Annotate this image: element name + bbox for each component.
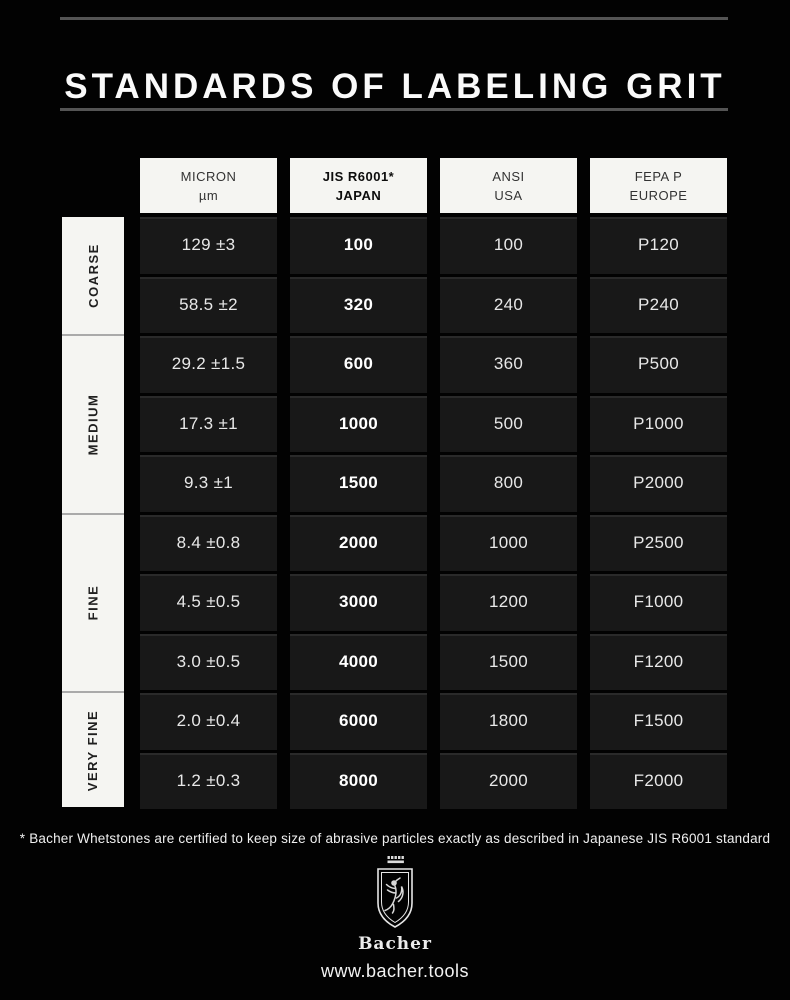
crown-icon <box>383 856 407 867</box>
title-bottom-rule <box>60 108 728 111</box>
row-group-label-medium <box>62 336 124 515</box>
grit-value-jis: 320 <box>290 277 427 334</box>
grit-value-micron: 1.2 ±0.3 <box>140 753 277 810</box>
grit-value-jis: 3000 <box>290 574 427 631</box>
grit-columns <box>140 158 727 809</box>
grit-value-micron: 2.0 ±0.4 <box>140 693 277 750</box>
column-fepa <box>590 158 727 809</box>
row-group-label-text: MEDIUM <box>85 393 101 456</box>
row-group-label-text: FINE <box>85 584 101 621</box>
column-header-line: FEPA P <box>634 168 683 184</box>
grit-value-ansi: 360 <box>440 336 577 393</box>
grit-value-ansi: 1800 <box>440 693 577 750</box>
grit-value-micron: 9.3 ±1 <box>140 455 277 512</box>
grit-value-jis: 600 <box>290 336 427 393</box>
column-micron <box>140 158 277 809</box>
grit-value-fepa: P1000 <box>590 396 727 453</box>
certification-footnote: * Bacher Whetstones are certified to keep size of abrasive particles exactly as described in Japanese JIS R6001 standard <box>19 831 771 846</box>
grit-value-fepa: F1500 <box>590 693 727 750</box>
grit-value-fepa: P120 <box>590 217 727 274</box>
grit-value-fepa: F2000 <box>590 753 727 810</box>
grit-value-fepa: P500 <box>590 336 727 393</box>
grit-value-fepa: P2500 <box>590 515 727 572</box>
column-header-jis <box>290 158 427 213</box>
grit-value-micron: 4.5 ±0.5 <box>140 574 277 631</box>
grit-value-ansi: 1200 <box>440 574 577 631</box>
grit-value-jis: 1500 <box>290 455 427 512</box>
page-title: STANDARDS OF LABELING GRIT <box>64 67 726 107</box>
row-group-label-very-fine <box>62 693 124 807</box>
column-header-line: MICRON <box>180 168 237 184</box>
grit-value-ansi: 240 <box>440 277 577 334</box>
grit-value-micron: 29.2 ±1.5 <box>140 336 277 393</box>
column-header-fepa <box>590 158 727 213</box>
column-header-line: ANSI <box>492 168 525 184</box>
bacher-shield-lion-logo <box>371 867 419 931</box>
column-header-line: JIS R6001* <box>322 168 395 184</box>
brand-website: www.bacher.tools <box>320 961 470 981</box>
grit-value-ansi: 1500 <box>440 634 577 691</box>
grit-value-ansi: 1000 <box>440 515 577 572</box>
grit-value-fepa: P240 <box>590 277 727 334</box>
grit-value-jis: 4000 <box>290 634 427 691</box>
grit-value-ansi: 800 <box>440 455 577 512</box>
grit-value-fepa: F1200 <box>590 634 727 691</box>
column-header-line: µm <box>198 187 219 203</box>
brand-name: Bacher <box>358 934 432 954</box>
brand-block <box>0 856 790 982</box>
grit-value-jis: 1000 <box>290 396 427 453</box>
column-header-line: JAPAN <box>335 187 382 203</box>
grit-value-micron: 3.0 ±0.5 <box>140 634 277 691</box>
grit-value-micron: 129 ±3 <box>140 217 277 274</box>
column-header-line: EUROPE <box>629 187 688 203</box>
row-group-label-fine <box>62 515 124 694</box>
column-header-ansi <box>440 158 577 213</box>
coarseness-group-labels <box>62 217 124 807</box>
column-header-line: USA <box>494 187 523 203</box>
column-jis <box>290 158 427 809</box>
column-header-micron <box>140 158 277 213</box>
grit-value-jis: 100 <box>290 217 427 274</box>
grit-value-jis: 8000 <box>290 753 427 810</box>
row-group-label-text: COARSE <box>85 243 101 308</box>
grit-value-micron: 8.4 ±0.8 <box>140 515 277 572</box>
grit-value-ansi: 500 <box>440 396 577 453</box>
grit-value-jis: 2000 <box>290 515 427 572</box>
grit-value-micron: 17.3 ±1 <box>140 396 277 453</box>
grit-value-ansi: 2000 <box>440 753 577 810</box>
grit-standards-table <box>62 158 727 809</box>
column-ansi <box>440 158 577 809</box>
row-group-label-coarse <box>62 217 124 336</box>
grit-value-fepa: F1000 <box>590 574 727 631</box>
title-top-rule <box>60 17 728 20</box>
grit-value-jis: 6000 <box>290 693 427 750</box>
grit-value-micron: 58.5 ±2 <box>140 277 277 334</box>
grit-value-ansi: 100 <box>440 217 577 274</box>
grit-value-fepa: P2000 <box>590 455 727 512</box>
row-group-label-text: VERY FINE <box>85 709 101 791</box>
